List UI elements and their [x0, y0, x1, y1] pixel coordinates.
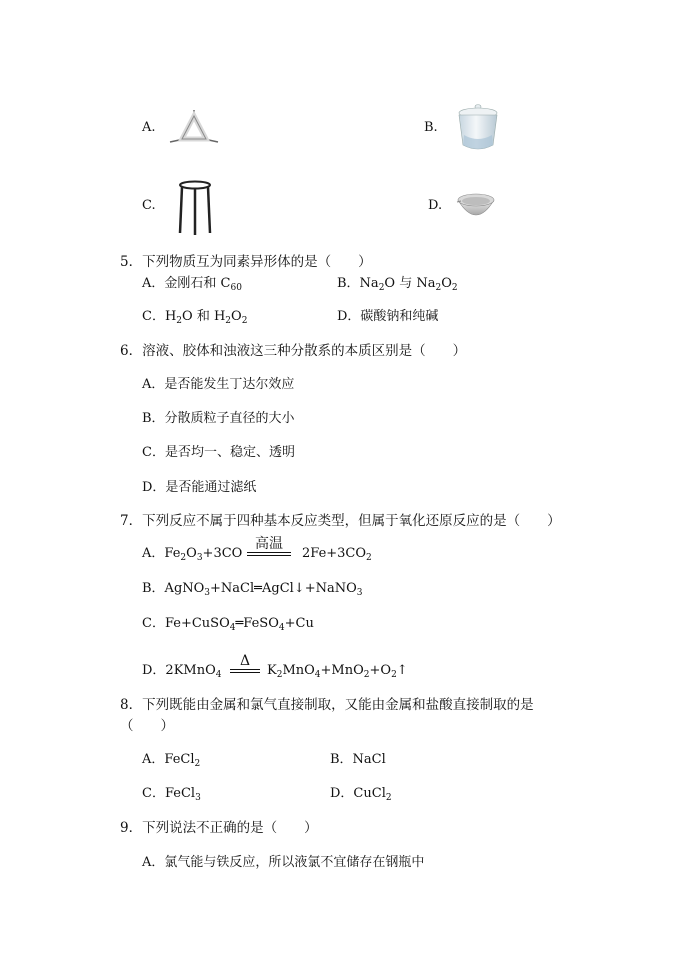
q4-option-c-label[interactable]: C. — [142, 198, 156, 213]
q5-option-d[interactable]: D．碳酸钠和纯碱 — [337, 309, 439, 324]
crucible-icon — [455, 103, 501, 153]
evaporating-dish-icon — [456, 190, 496, 226]
q8-stem: 8．下列既能由金属和氯气直接制取，又能由金属和盐酸直接制取的是 — [120, 697, 534, 713]
q8-stem-cont: （ ） — [120, 718, 174, 734]
q7-option-d-condition: Δ — [230, 653, 260, 673]
q4-option-a-label[interactable]: A. — [142, 120, 156, 135]
q7-option-a-products: $2Fe+3CO_2$ — [302, 546, 372, 563]
q7-stem: 7．下列反应不属于四种基本反应类型，但属于氧化还原反应的是（ ） — [120, 513, 561, 529]
q8-option-c[interactable]: C．FeCl$_3$ — [142, 786, 201, 803]
q8-option-a[interactable]: A．FeCl$_2$ — [142, 752, 201, 769]
clay-triangle-icon — [166, 106, 222, 150]
q4-option-d-label[interactable]: D. — [428, 198, 443, 213]
q6-option-b[interactable]: B．分散质粒子直径的大小 — [142, 411, 295, 426]
q9-option-a[interactable]: A．氯气能与铁反应，所以液氯不宜储存在钢瓶中 — [142, 855, 425, 870]
q6-stem: 6．溶液、胶体和浊液这三种分散系的本质区别是（ ） — [120, 343, 467, 359]
q6-option-a[interactable]: A．是否能发生丁达尔效应 — [142, 377, 295, 392]
q7-option-d-reactants[interactable]: D．2KMnO$_4$ — [142, 663, 222, 680]
q6-option-d[interactable]: D．是否能通过滤纸 — [142, 480, 257, 495]
q9-stem: 9．下列说法不正确的是（ ） — [120, 820, 318, 836]
q5-option-a[interactable]: A．金刚石和 $C_{60}$ — [142, 276, 242, 293]
q5-stem: 5．下列物质互为同素异形体的是（ ） — [120, 254, 372, 270]
q7-option-a-reactants[interactable]: A．$Fe_2O_3+3CO$ — [142, 546, 243, 563]
tripod-icon — [176, 178, 214, 236]
q7-option-a-condition: 高温 — [247, 536, 291, 556]
q6-option-c[interactable]: C．是否均一、稳定、透明 — [142, 445, 295, 460]
q5-option-c[interactable]: C．$H_2O$ 和 $H_2O_2$ — [142, 309, 248, 326]
q5-option-b[interactable]: B．$Na_2O$ 与 $Na_2O_2$ — [337, 276, 458, 293]
q7-option-c[interactable]: C．Fe+CuSO$_4$═FeSO$_4$+Cu — [142, 616, 314, 633]
q7-option-b[interactable]: B．AgNO$_3$+NaCl═AgCl↓+NaNO$_3$ — [142, 581, 363, 598]
q8-option-d[interactable]: D．CuCl$_2$ — [330, 786, 392, 803]
q4-option-b-label[interactable]: B. — [424, 120, 438, 135]
q7-option-d-products: $K_2MnO_4+MnO_2+O_2↑$ — [267, 663, 408, 680]
q8-option-b[interactable]: B．NaCl — [330, 752, 386, 767]
